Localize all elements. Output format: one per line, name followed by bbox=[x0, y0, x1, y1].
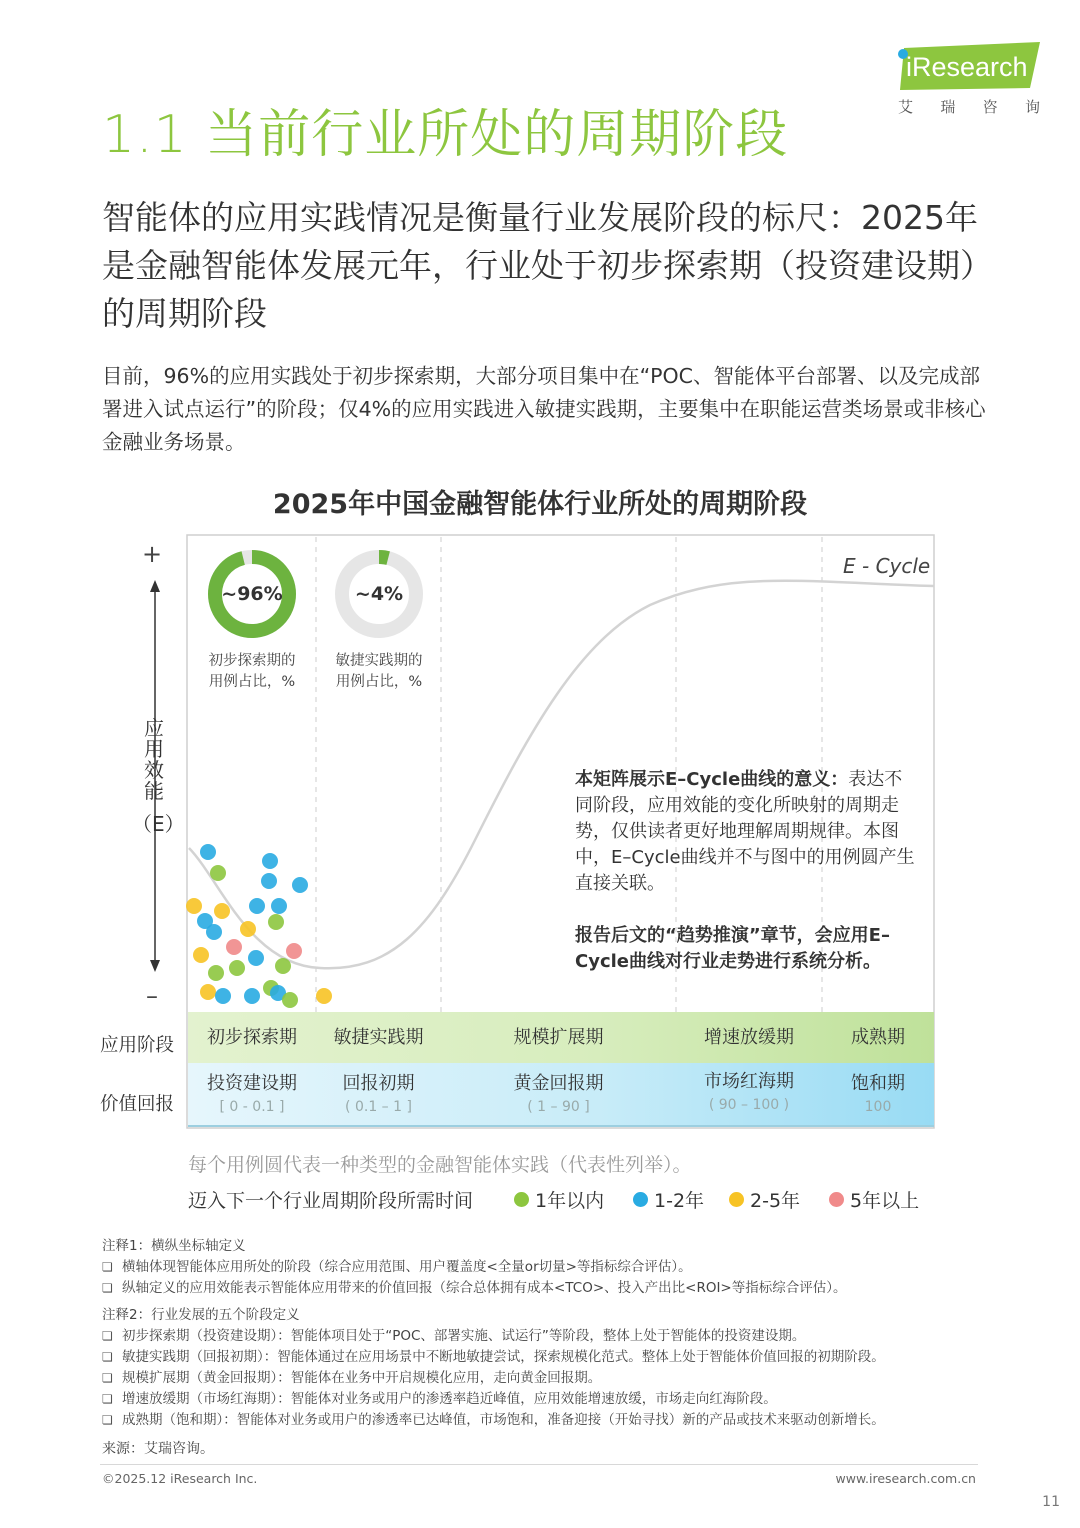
phase-explore: 初步探索期 bbox=[207, 1027, 297, 1048]
donut-4-value: ~4% bbox=[354, 583, 404, 605]
intro-paragraph: 目前，96%的应用实践处于初步探索期，大部分项目集中在“POC、智能体平台部署、以及完成部署进入试点运行”的阶段；仅4%的应用实践进入敏捷实践期，主要集中在职能运营类场景或非核心金融业务场景。 bbox=[102, 364, 986, 454]
note2-item: ❏ 增速放缓期（市场红海期）：智能体对业务或用户的渗透率趋近峰值，应用效能增速放缓，市场走向红海阶段。 bbox=[102, 1389, 1002, 1410]
legend-note: 每个用例圆代表一种类型的金融智能体实践（代表性列举）。 bbox=[188, 1154, 692, 1176]
return-early bbox=[316, 1071, 441, 1117]
return-name: 市场红海期 bbox=[704, 1071, 794, 1092]
return-redsea bbox=[676, 1069, 822, 1115]
subtitle: 智能体的应用实践情况是衡量行业发展阶段的标尺：2025年是金融智能体发展元年，行业处于初步探索期（投资建设期）的周期阶段 bbox=[102, 198, 993, 333]
note-p1-text: 表达不同阶段，应用效能的变化所映射的周期走势，仅供读者更好地理解周期规律。本图中，E–Cycle曲线并不与图中的用例圆产生直接关联。 bbox=[575, 769, 915, 894]
legend-label: 5年以上 bbox=[850, 1190, 920, 1212]
use-case-bubble bbox=[200, 984, 216, 1000]
return-name: 投资建设期 bbox=[207, 1073, 297, 1094]
use-case-bubble bbox=[292, 877, 308, 893]
use-case-bubble bbox=[316, 988, 332, 1004]
return-saturated bbox=[822, 1071, 934, 1117]
y-axis-label-sub: （E） bbox=[132, 812, 185, 836]
source: 来源：艾瑞咨询。 bbox=[102, 1441, 214, 1457]
legend-item-1y bbox=[514, 1186, 604, 1213]
legend-item-1-2y bbox=[633, 1186, 704, 1213]
notes-section bbox=[102, 1236, 1002, 1431]
return-range: ( 0.1 – 1 ] bbox=[345, 1099, 412, 1115]
return-invest bbox=[188, 1071, 316, 1117]
use-case-bubble bbox=[200, 844, 216, 860]
use-case-bubble bbox=[208, 965, 224, 981]
note1-title: 注释1：横纵坐标轴定义 bbox=[102, 1238, 246, 1254]
donut-4-label: 敏捷实践期的用例占比，% bbox=[335, 653, 423, 690]
phase-agile: 敏捷实践期 bbox=[333, 1027, 424, 1048]
legend-title: 迈入下一个行业周期阶段所需时间 bbox=[188, 1190, 474, 1212]
return-golden bbox=[441, 1071, 676, 1117]
note-p1-bold: 本矩阵展示E–Cycle曲线的意义： bbox=[575, 769, 849, 790]
note2-item: ❏ 敏捷实践期（回报初期）：智能体通过在应用场景中不断地敏捷尝试，探索规模化范式。整体上处于智能体价值回报的初期阶段。 bbox=[102, 1347, 1002, 1368]
use-case-bubble bbox=[286, 943, 302, 959]
note-p2-bold: 报告后文的“趋势推演”章节，会应用E–Cycle曲线对行业走势进行系统分析。 bbox=[575, 925, 890, 972]
y-axis-plus: + bbox=[142, 540, 163, 568]
note2-title: 注释2：行业发展的五个阶段定义 bbox=[102, 1307, 300, 1323]
use-case-bubble bbox=[275, 958, 291, 974]
legend-dot bbox=[633, 1192, 648, 1207]
e-cycle-label: E - Cycle bbox=[843, 554, 931, 578]
phase-scale: 规模扩展期 bbox=[513, 1027, 604, 1048]
use-case-bubble bbox=[249, 898, 265, 914]
phase-slowdown: 增速放缓期 bbox=[704, 1027, 794, 1048]
return-range: [ 0 - 0.1 ] bbox=[219, 1099, 285, 1115]
chart-note bbox=[575, 767, 920, 975]
legend-label: 1年以内 bbox=[535, 1190, 605, 1212]
logo-char: 询 bbox=[1024, 98, 1040, 116]
use-case-bubble bbox=[262, 853, 278, 869]
use-case-bubbles bbox=[186, 844, 332, 1008]
use-case-bubble bbox=[282, 992, 298, 1008]
return-name: 饱和期 bbox=[851, 1073, 905, 1094]
note1-item: ❏ 纵轴定义的应用效能表示智能体应用带来的价值回报（综合总体拥有成本<TCO>、投入产出比<ROI>等指标综合评估）。 bbox=[102, 1278, 1002, 1299]
note1-item: ❏ 横轴体现智能体应用所处的阶段（综合应用范围、用户覆盖度<全量or切量>等指标综合评估）。 bbox=[102, 1257, 1002, 1278]
note2-item: ❏ 成熟期（饱和期）：智能体对业务或用户的渗透率已达峰值，市场饱和，准备迎接（开始寻找）新的产品或技术来驱动创新增长。 bbox=[102, 1410, 1002, 1431]
phase-mature: 成熟期 bbox=[851, 1027, 905, 1048]
y-axis bbox=[130, 540, 185, 1010]
use-case-bubble bbox=[214, 903, 230, 919]
copyright: ©2025.12 iResearch Inc. bbox=[102, 1471, 258, 1486]
note2-item: ❏ 规模扩展期（黄金回报期）：智能体在业务中开启规模化应用，走向黄金回报期。 bbox=[102, 1368, 1002, 1389]
use-case-bubble bbox=[271, 898, 287, 914]
use-case-bubble bbox=[210, 865, 226, 881]
legend-item-5y-plus bbox=[829, 1186, 919, 1213]
website-link[interactable]: www.iresearch.com.cn bbox=[835, 1471, 976, 1486]
legend-label: 1-2年 bbox=[654, 1190, 705, 1212]
use-case-bubble bbox=[244, 988, 260, 1004]
row-label-stage: 应用阶段 bbox=[100, 1035, 175, 1056]
legend-label: 2-5年 bbox=[750, 1190, 801, 1212]
y-axis-minus: – bbox=[146, 982, 158, 1010]
legend-dot bbox=[829, 1192, 844, 1207]
return-row bbox=[188, 1063, 934, 1127]
donut-96-value: ~96% bbox=[221, 583, 283, 605]
page-number: 11 bbox=[1042, 1494, 1060, 1510]
chart-title: 2025年中国金融智能体行业所处的周期阶段 bbox=[272, 489, 808, 520]
use-case-bubble bbox=[206, 924, 222, 940]
page-title: 1.1 当前行业所处的周期阶段 bbox=[102, 105, 789, 165]
use-case-bubble bbox=[248, 950, 264, 966]
return-range: 100 bbox=[864, 1099, 892, 1115]
legend bbox=[188, 1186, 948, 1216]
return-name: 回报初期 bbox=[342, 1073, 415, 1094]
return-name: 黄金回报期 bbox=[513, 1073, 604, 1094]
note2-item: ❏ 初步探索期（投资建设期）：智能体项目处于“POC、部署实施、试运行”等阶段，整体上处于智能体的投资建设期。 bbox=[102, 1326, 1002, 1347]
phase-row bbox=[188, 1012, 934, 1063]
svg-text:iResearch: iResearch bbox=[906, 52, 1028, 82]
use-case-bubble bbox=[186, 898, 202, 914]
use-case-bubble bbox=[261, 873, 277, 889]
donut-96-label: 初步探索期的用例占比，% bbox=[208, 653, 296, 690]
logo-char: 咨 bbox=[982, 98, 998, 116]
logo-char: 艾 bbox=[898, 98, 914, 116]
y-axis-label: 应用效能 bbox=[144, 716, 164, 803]
use-case-bubble bbox=[229, 960, 245, 976]
use-case-bubble bbox=[268, 914, 284, 930]
logo-char: 瑞 bbox=[940, 98, 956, 116]
row-label-return: 价值回报 bbox=[100, 1094, 175, 1115]
return-range: ( 1 – 90 ] bbox=[527, 1099, 590, 1115]
legend-item-2-5y bbox=[729, 1186, 800, 1213]
use-case-bubble bbox=[226, 939, 242, 955]
use-case-bubble bbox=[193, 947, 209, 963]
use-case-bubble bbox=[215, 988, 231, 1004]
use-case-bubble bbox=[240, 921, 256, 937]
legend-dot bbox=[514, 1192, 529, 1207]
return-range: ( 90 – 100 ) bbox=[708, 1097, 790, 1113]
footer-divider bbox=[100, 1464, 978, 1465]
legend-dot bbox=[729, 1192, 744, 1207]
